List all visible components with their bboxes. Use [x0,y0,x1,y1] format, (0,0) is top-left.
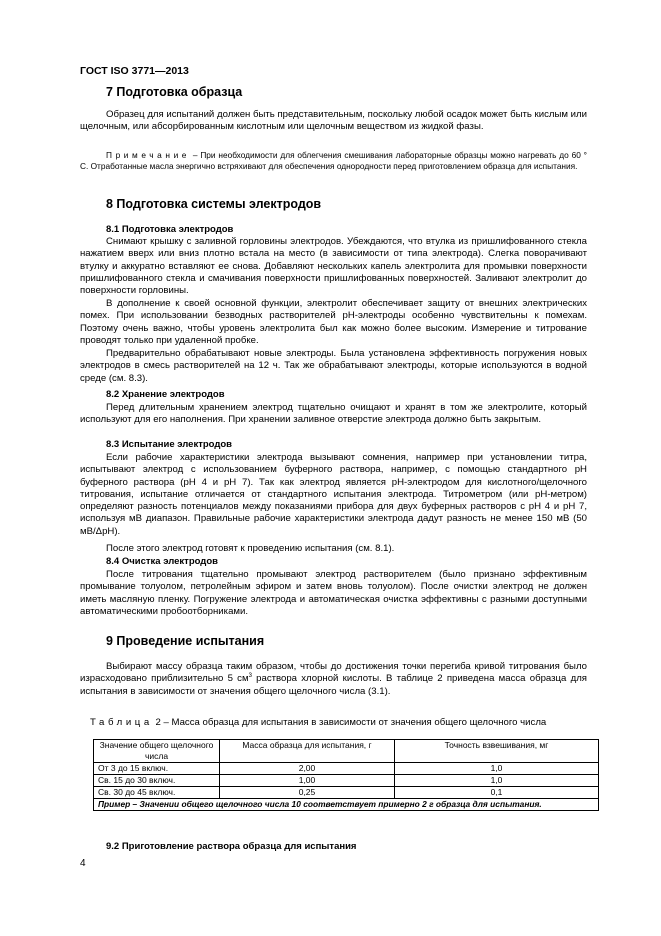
table-cell: 0,1 [395,787,599,799]
table-header-cell: Точность взвешивания, мг [395,740,599,763]
section-8-heading: 8 Подготовка системы электродов [106,197,322,211]
table-cell: Св. 30 до 45 включ. [94,787,220,799]
table-example-row [94,799,599,811]
table-cell: Св. 15 до 30 включ. [94,775,220,787]
note-label: Примечание [106,150,191,160]
note-text: – При необходимости для облегчения смешивания лабораторные образцы можно нагревать до 60 ° С. Отработанные масла энергично встряхивают для обеспечения однородности перед приготовлением образца для испытания. [80,150,587,172]
subsection-8-1-paragraph-3: Предварительно обрабатывают новые электроды. Была установлена эффективность погружения новых электродов в смесь растворителей на 12 ч. Так же обрабатывают электроды, которые используются в водной среде (см. 8.3). [80,348,587,384]
table-cell: 2,00 [220,763,395,775]
subsection-8-1-heading: 8.1 Подготовка электродов [106,224,234,235]
document-header: ГОСТ ISO 3771—2013 [80,65,189,77]
table-cell: 0,25 [220,787,395,799]
table-example: Пример – Значении общего щелочного числа 10 соответствует примерно 2 г образца для испытания. [94,799,599,811]
subsection-8-4-heading: 8.4 Очистка электродов [106,556,218,567]
subsection-9-2-heading: 9.2 Приготовление раствора образца для испытания [106,841,357,852]
subsection-8-4-paragraph: После титрования тщательно промывают электрод растворителем (было признано эффективным промывание толуолом, петролейным эфиром и затем вновь толуолом). После очистки электрод не должен иметь масляную пленку. Погружение электрода и автоматическая очистка эффективны с разными доступными автоматическими пробоотборниками. [80,569,587,617]
superscript-3: 3 [248,673,252,680]
table-header-row [94,740,599,763]
section-9-heading: 9 Проведение испытания [106,634,265,648]
table-label: Таблица [90,717,153,728]
section-7-paragraph: Образец для испытаний должен быть представительным, поскольку любой осадок может быть кислым или щелочным, или абсорбированным кислотным или щелочным веществом из жидкой фазы. [80,109,587,133]
subsection-8-3-paragraph-1: Если рабочие характеристики электрода вызывают сомнения, например при установлении титра, испытывают электрод с использованием буферного раствора, например, с помощью стандартного pH буферного раствора (pH 4 и pH 7). Так как электрод является pH-электродом для кислотного/щелочного титрования, испытание отличается от стандартного испытания электрода. Титрометром (или pH-метром) определяют разность потенциалов между показаниями прибора для двух буферных растворов с pH 4 и pH 7, используя мВ диапазон. Правильные рабочие характеристики электрода дадут разность не менее 150 мВ (50 мВ/ΔpH). [80,452,587,537]
subsection-8-3-heading: 8.3 Испытание электродов [106,439,233,450]
table-2-caption [90,717,588,729]
table-row [94,775,599,787]
table-cell: 1,0 [395,775,599,787]
subsection-8-2-paragraph: Перед длительным хранением электрод тщательно очищают и хранят в том же электролите, который используют для его наполнения. При хранении заливное отверстие электрода должно быть закрытым. [80,402,587,426]
table-cell: 1,0 [395,763,599,775]
table-row [94,763,599,775]
table-header-cell: Значение общего щелочного числа [94,740,220,763]
table-header-cell: Масса образца для испытания, г [220,740,395,763]
subsection-8-1-paragraph-2: В дополнение к своей основной функции, электролит обеспечивает защиту от внешних электрических помех. При использовании безводных растворителей pH-электроды особенно чувствительны к помехам. Поэтому очень важно, чтобы уровень электролита был как можно более высоким. Измерение и титрование проводят только при удаленной пробке. [80,298,587,346]
table-cell: 1,00 [220,775,395,787]
subsection-8-3-paragraph-2: После этого электрод готовят к проведению испытания (см. 8.1). [106,543,395,554]
section-9-paragraph-part-2: раствора хлорной кислоты. В таблице 2 приведена масса образца для испытания в зависимости от значения общего щелочного числа (3.1). [80,673,587,697]
table-row [94,787,599,799]
subsection-8-2-heading: 8.2 Хранение электродов [106,389,225,400]
table-cell: От 3 до 15 включ. [94,763,220,775]
section-7-note [80,150,587,172]
section-9-paragraph [80,661,587,698]
section-7-heading: 7 Подготовка образца [106,85,243,99]
table-2 [93,739,599,811]
subsection-8-1-paragraph-1: Снимают крышку с заливной горловины электродов. Убеждаются, что втулка из пришлифованного стекла нажатием вверх или вниз плотно встала на место (в зависимости от типа электрода). Слегка поворачивают втулку и аккуратно вставляют ее снова. Добавляют нескольких капель электролита для промывки поверхности пришлифованного стекла и смачивания поверхности пришлифованных поверхностей. Заливают электролит до поверхности горловины. [80,236,587,297]
table-caption-text: 2 – Масса образца для испытания в зависимости от значения общего щелочного числа [152,717,547,728]
section-9-paragraph-part-1: Выбирают массу образца таким образом, чтобы до достижения точки перегиба кривой титрования было израсходовано приблизительно 5 см [80,661,587,685]
page-number: 4 [80,858,86,869]
